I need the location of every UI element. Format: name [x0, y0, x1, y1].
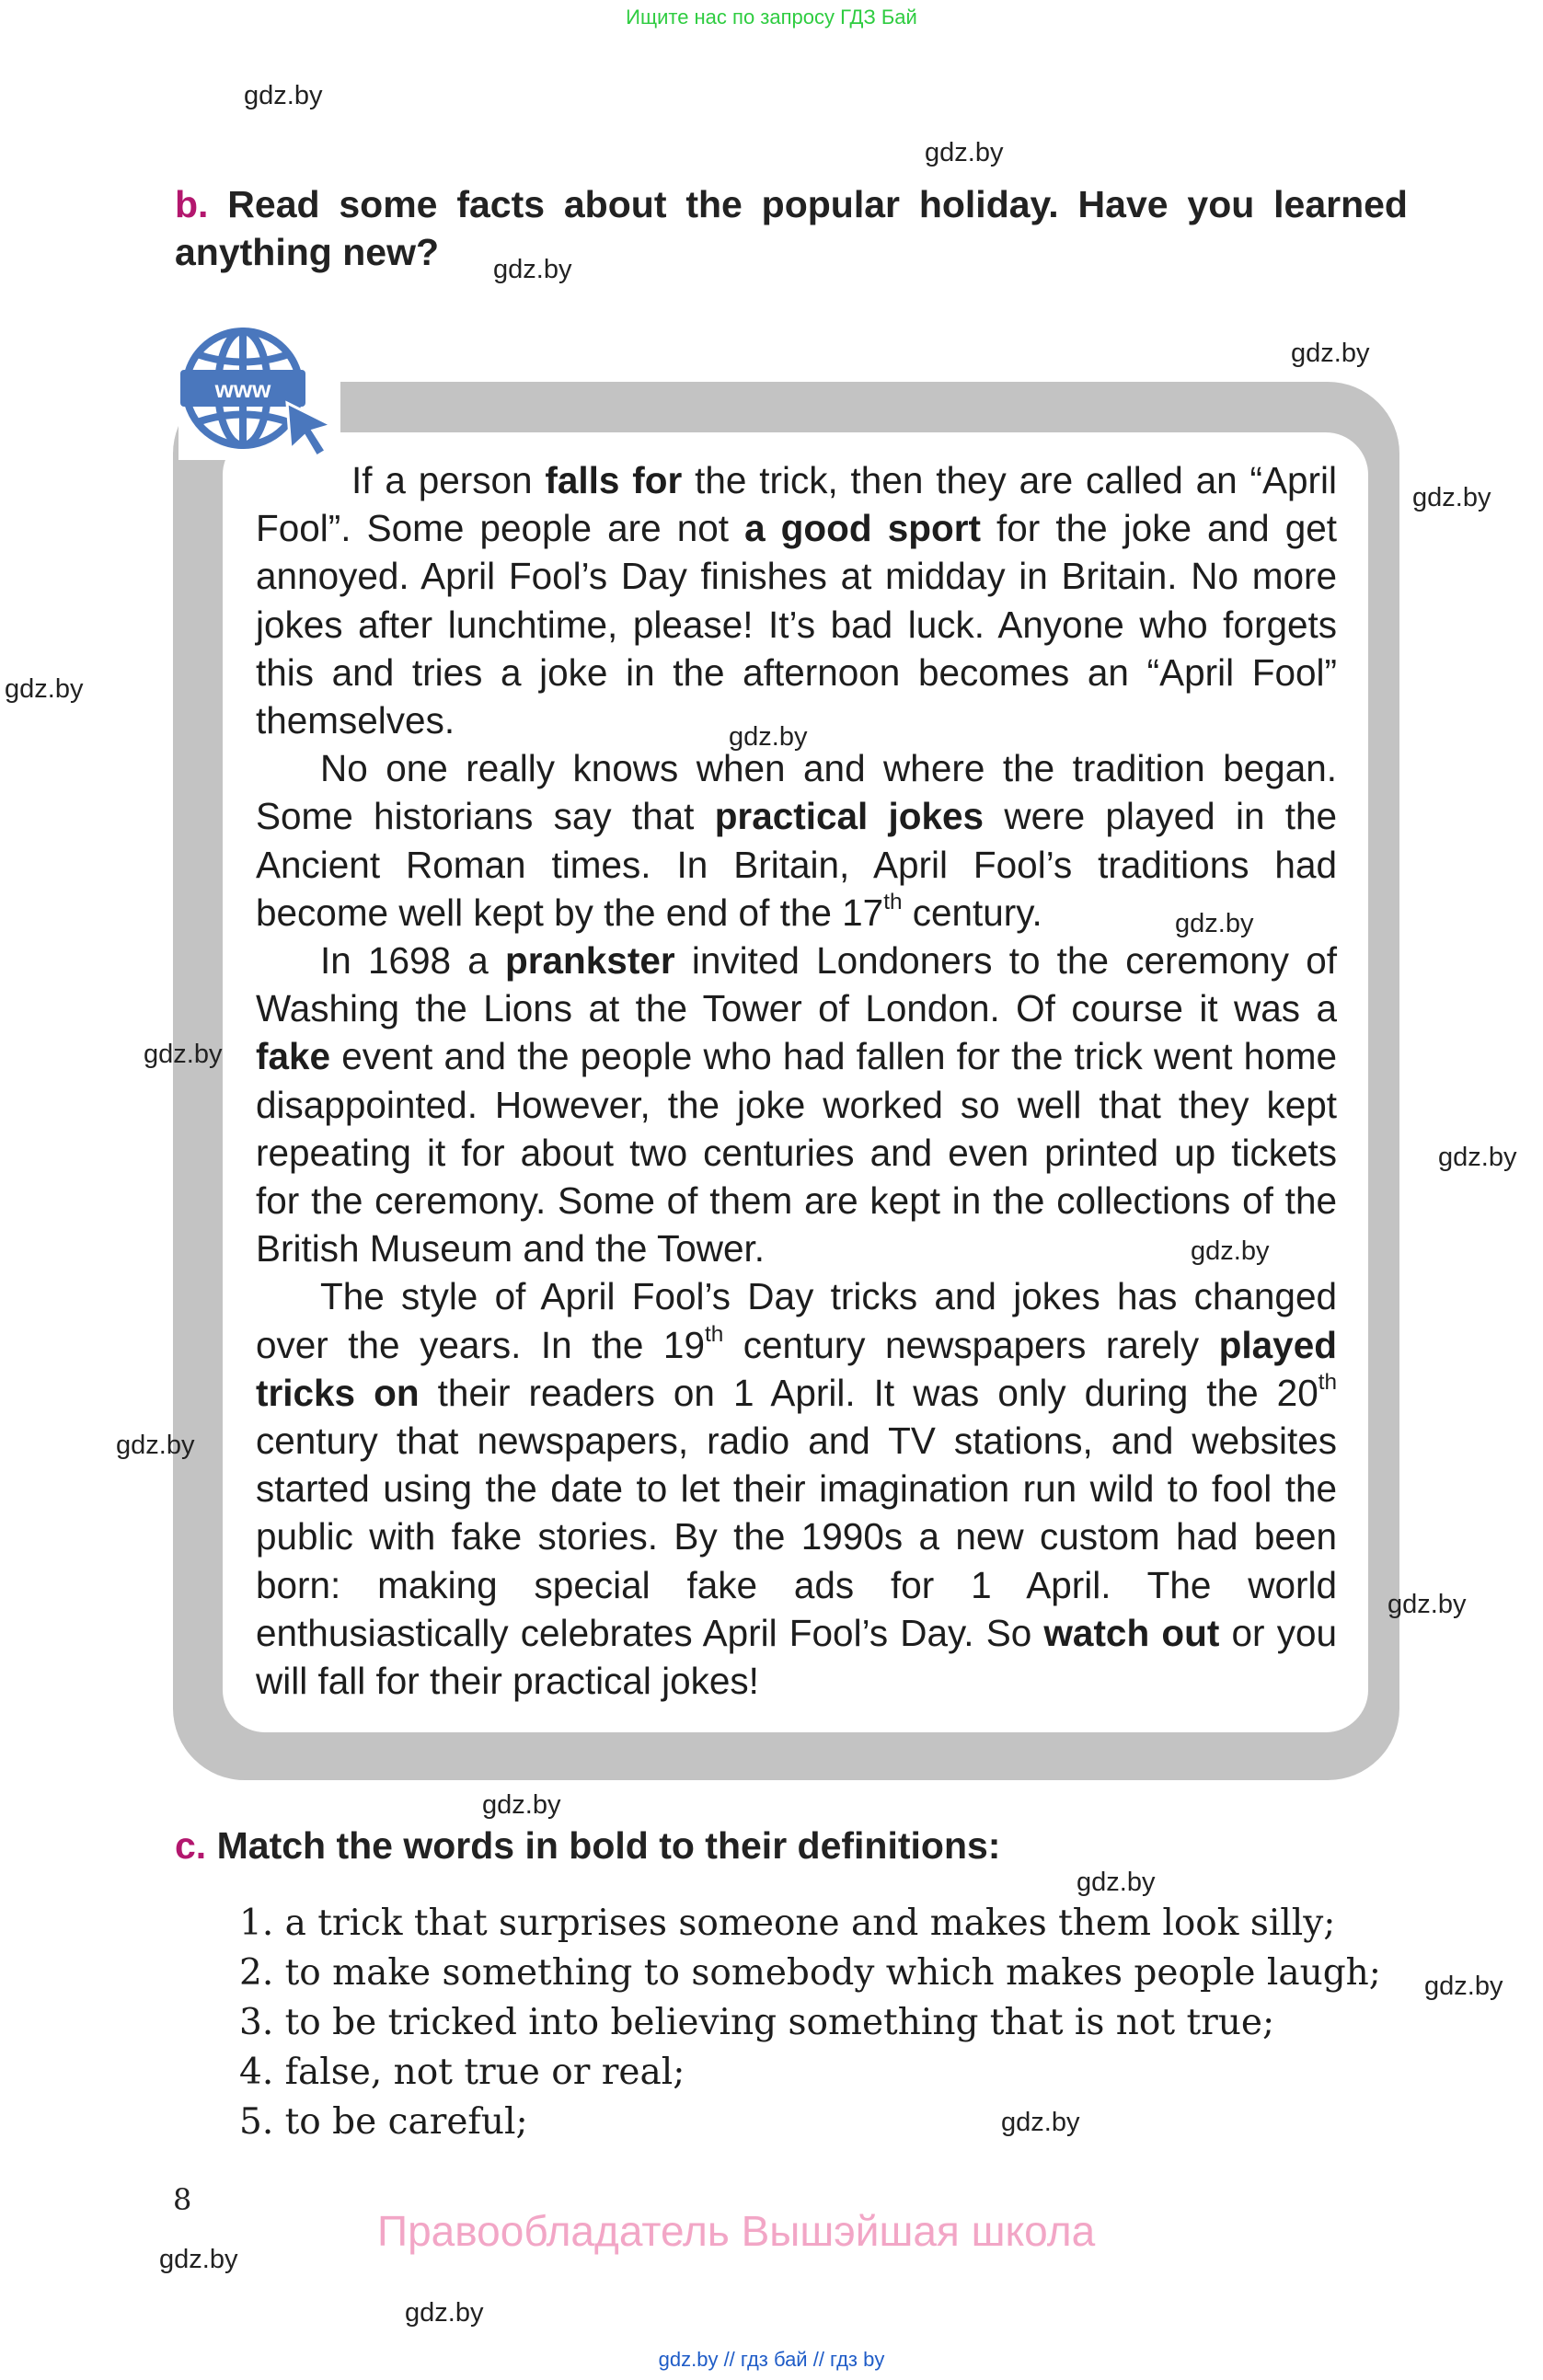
watermark: gdz.by	[1175, 909, 1254, 938]
text-run: In 1698 a	[320, 939, 506, 983]
article-paragraph	[256, 1272, 1337, 1705]
text-run: The style of April Fool’s Day tricks and jokes has changed over the years. In the 19	[256, 1275, 1337, 1366]
text-run: invited Londoners to the ceremony of Washing the Lions at the Tower of London. Of course it was a	[256, 939, 1337, 1030]
text-run: If a person	[351, 459, 546, 501]
bold-term: falls for	[545, 459, 683, 501]
definition-item: 3. to be tricked into believing something that is not true;	[239, 2002, 1275, 2043]
text-run: century.	[902, 891, 1042, 934]
task-c-letter: c.	[175, 1824, 207, 1867]
superscript: th	[883, 889, 903, 914]
svg-text:www: www	[214, 375, 271, 403]
article-text	[256, 456, 1337, 1705]
footer-links: gdz.by // гдз бай // гдз by	[658, 2348, 885, 2371]
text-run: the trick, then they are called an “April Fool”. Some people are not	[256, 459, 1338, 550]
task-c-heading	[175, 1822, 1408, 1869]
definition-item: 1. a trick that surprises someone and makes them look silly;	[239, 1903, 1336, 1944]
watermark: gdz.by	[1001, 2108, 1080, 2137]
top-search-note: Ищите нас по запросу ГДЗ Бай	[626, 6, 917, 29]
watermark: gdz.by	[1191, 1236, 1270, 1266]
watermark: gdz.by	[5, 674, 84, 704]
superscript: th	[1318, 1369, 1337, 1395]
bold-term: fake	[256, 1035, 331, 1078]
task-b-letter: b.	[175, 183, 209, 225]
watermark: gdz.by	[244, 81, 323, 110]
bold-term: watch out	[1043, 1611, 1220, 1654]
article-paragraph	[256, 744, 1337, 937]
watermark: gdz.by	[159, 2245, 238, 2274]
copyright-notice: Правообладатель Вышэйшая школа	[377, 2207, 1096, 2255]
watermark: gdz.by	[1438, 1143, 1517, 1172]
watermark: gdz.by	[1291, 339, 1370, 368]
bold-term: a good sport	[744, 507, 981, 550]
bold-term: played tricks on	[256, 1323, 1337, 1414]
text-run: event and the people who had fallen for the trick went home disappointed. However, the joke worked so well that they kept repeating it for about two centuries and even printed up tickets for the ceremony. Some of them are kept in the collections of the British Museum and the Tower.	[256, 1035, 1337, 1270]
text-run: were played in the Ancient Roman times. In Britain, April Fool’s traditions had become well kept by the end of the 17	[256, 795, 1338, 934]
watermark: gdz.by	[1412, 483, 1491, 512]
watermark: gdz.by	[405, 2298, 484, 2328]
watermark: gdz.by	[116, 1431, 195, 1460]
watermark: gdz.by	[482, 1790, 561, 1820]
task-c-text: Match the words in bold to their definitions:	[216, 1824, 1001, 1867]
bold-term: prankster	[505, 939, 675, 983]
watermark: gdz.by	[1077, 1868, 1156, 1897]
www-globe-icon	[178, 322, 340, 460]
definition-item: 2. to make something to somebody which makes people laugh;	[239, 1952, 1381, 1994]
watermark: gdz.by	[1388, 1590, 1467, 1619]
task-b-text: Read some facts about the popular holiday. Have you learned anything new?	[175, 183, 1408, 273]
text-run: their readers on 1 April. It was only during the 20	[419, 1371, 1318, 1414]
superscript: th	[704, 1321, 724, 1347]
text-run: for the joke and get annoyed. April Fool’s Day finishes at midday in Britain. No more jokes after lunchtime, please! It’s bad luck. Anyone who forgets this and tries a joke in the afternoon becomes an “April Fool” themselves.	[256, 507, 1337, 742]
watermark: gdz.by	[144, 1040, 223, 1069]
definition-item: 5. to be careful;	[239, 2101, 528, 2143]
text-run: No one really knows when and where the tradition began. Some historians say that	[256, 747, 1337, 838]
watermark: gdz.by	[493, 255, 572, 284]
article-paragraph	[256, 937, 1337, 1272]
task-b-heading	[175, 180, 1408, 276]
bold-term: practical jokes	[714, 795, 985, 838]
watermark: gdz.by	[729, 722, 808, 752]
watermark: gdz.by	[925, 138, 1004, 167]
text-run: century newspapers rarely	[723, 1323, 1219, 1366]
text-run: century that newspapers, radio and TV stations, and websites started using the date to let their imagination run wild to fool the public with fake stories. By the 1990s a new custom had been born: making special fake ads for 1 April. The world enthusiastically celebrates April Fool’s Day. So	[256, 1420, 1337, 1654]
watermark: gdz.by	[1424, 1972, 1503, 2001]
definition-item: 4. false, not true or real;	[239, 2052, 685, 2093]
text-run: or you will fall for their practical jokes!	[256, 1611, 1337, 1703]
page-number: 8	[173, 2182, 192, 2217]
article-paragraph	[256, 456, 1337, 744]
definitions-list	[239, 1899, 1435, 2147]
